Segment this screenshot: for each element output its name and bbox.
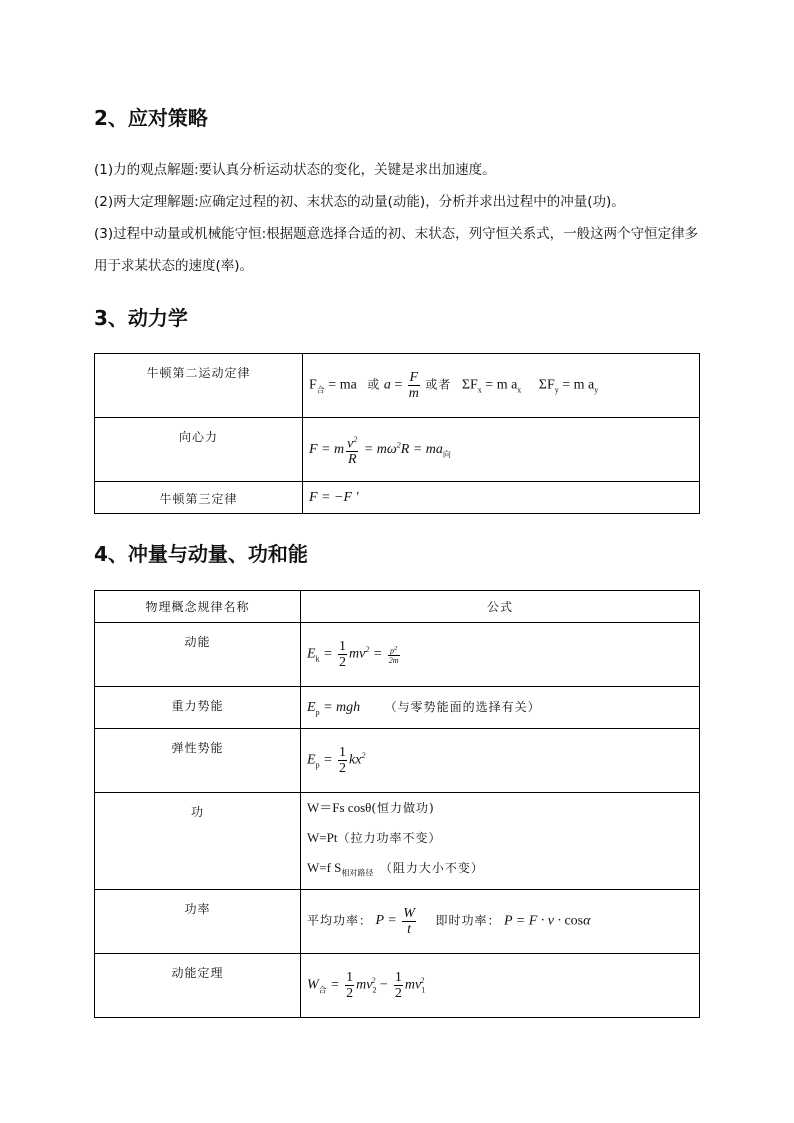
work-line-1: W＝Fs cosθ [307,800,372,815]
note-text: （阻力大小不变） [379,861,484,875]
formula-centripetal: F = m $\frac{v^2}{R}$ = $m\omega^2R = ma_向$ [303,418,700,482]
work-line-2: W=Pt [307,830,338,845]
note-text: （与零势能面的选择有关） [384,700,541,715]
average-power-label: 平均功率： [307,913,373,928]
table-row [95,482,700,514]
formula-newton-second: $F_合$ = ma 或 a = $\frac{F}{m}$ 或者 $\Sigma F_x = m$ $a_x$ $\Sigma F_y = m$ $a_y$ [303,354,700,418]
row-label: 功 [95,793,301,890]
paragraph-2: (2)两大定理解题:应确定过程的初、末状态的动量(动能)，分析并求出过程中的冲量(功)。 [94,194,625,210]
table-row [95,418,700,482]
column-header: 公式 [301,591,700,623]
table-header-row [95,591,700,623]
dynamics-table [94,353,700,514]
row-label: 牛顿第二运动定律 [95,354,303,418]
table-row [95,687,700,729]
formula-gravitational-pe: $E_p$ = mgh （与零势能面的选择有关） [301,687,700,729]
table-row [95,354,700,418]
row-label: 重力势能 [95,687,301,729]
section-title-momentum-energy: 4、冲量与动量、功和能 [94,542,308,566]
instant-power-label: 即时功率： [435,913,501,928]
row-label: 弹性势能 [95,729,301,793]
formula-kinetic-energy: $E_k$ = $\frac{1}{2}$ $mv^2$ = $\frac{p^2}{2m}$ [301,623,700,687]
row-label: 动能定理 [95,953,301,1017]
table-row [95,953,700,1017]
energy-table [94,590,700,1018]
column-header: 物理概念规律名称 [95,591,301,623]
section-title-dynamics: 3、动力学 [94,306,188,330]
subscript-text: 相对路径 [341,868,374,878]
section-title-strategy: 2、应对策略 [94,106,208,130]
table-row [95,623,700,687]
formula-power: 平均功率： P = $\frac{W}{t}$ 即时功率： P = F · v · cosα [301,889,700,953]
paragraph-1: (1)力的观点解题:要认真分析运动状态的变化，关键是求出加速度。 [94,162,496,178]
note-text: （拉力功率不变） [337,831,442,845]
paragraph-3: (3)过程中动量或机械能守恒:根据题意选择合适的初、末状态，列守恒关系式，一般这两个守恒定律多用于求某状态的速度(率)。 [94,226,699,274]
fraction: $\frac{F}{m}$ [408,370,419,401]
work-line-3: W=f S [307,860,342,875]
table-row [95,889,700,953]
row-label: 动能 [95,623,301,687]
or-else-text: 或者 [425,377,452,392]
row-label: 牛顿第三定律 [95,482,303,514]
table-row [95,793,700,890]
row-label: 功率 [95,889,301,953]
formula-elastic-pe: $E_p$ = $\frac{1}{2}$ $kx^2$ [301,729,700,793]
formula-work-energy-theorem: $W_合$ = $\frac{1}{2}$ $mv_2^2$ − $\frac{1}{2}$ $mv_1^2$ [301,953,700,1017]
note-text: (恒力做功) [371,801,435,815]
formula-newton-third: F = −F ' [303,482,700,514]
formula-work [301,793,700,890]
table-row [95,729,700,793]
or-text: 或 [367,377,381,392]
row-label: 向心力 [95,418,303,482]
